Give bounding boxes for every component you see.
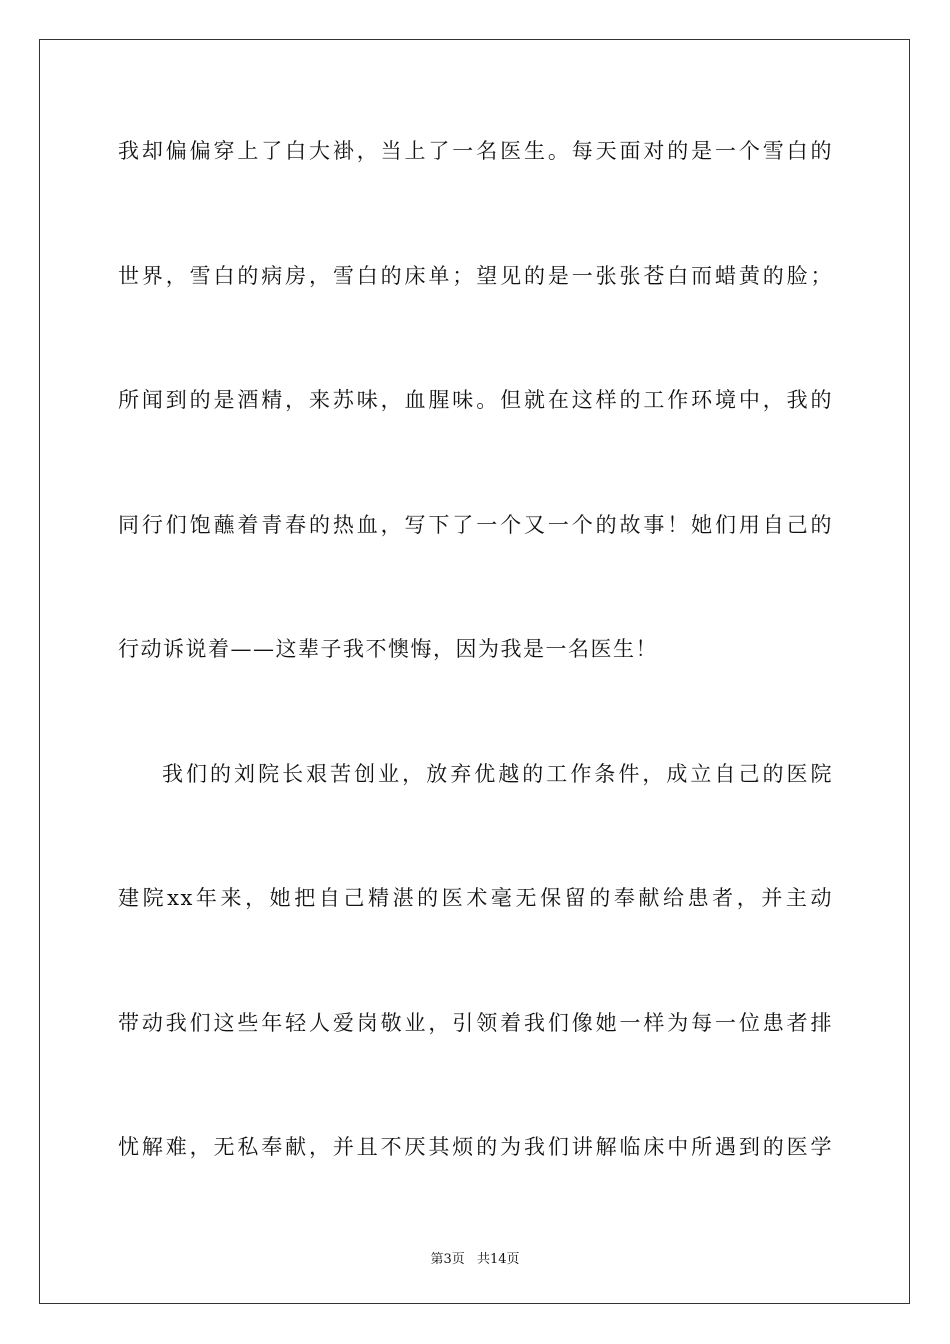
body-text-line-9: 忧解难，无私奉献，并且不厌其烦的为我们讲解临床中所遇到的医学 (118, 1135, 833, 1159)
page-footer (0, 1248, 950, 1267)
body-text-line-8: 带动我们这些年轻人爱岗敬业，引领着我们像她一样为每一位患者排 (118, 1011, 833, 1035)
body-text-line-6: 我们的刘院长艰苦创业，放弃优越的工作条件，成立自己的医院 (162, 762, 833, 786)
body-text-line-1: 我却偏偏穿上了白大褂，当上了一名医生。每天面对的是一个雪白的 (118, 139, 833, 163)
page-number-current: 第3页 (430, 1252, 465, 1267)
page-number-total: 共14页 (476, 1252, 520, 1267)
page-frame (39, 39, 910, 1304)
body-text-line-3: 所闻到的是酒精，来苏味，血腥味。但就在这样的工作环境中，我的 (118, 388, 833, 412)
body-text-line-2: 世界，雪白的病房，雪白的床单；望见的是一张张苍白而蜡黄的脸； (118, 264, 833, 288)
body-text-line-4: 同行们饱蘸着青春的热血，写下了一个又一个的故事！她们用自己的 (118, 513, 833, 537)
body-text-line-7: 建院xx年来，她把自己精湛的医术毫无保留的奉献给患者，并主动 (118, 886, 833, 910)
body-text-line-5: 行动诉说着——这辈子我不懊悔，因为我是一名医生！ (118, 637, 658, 661)
